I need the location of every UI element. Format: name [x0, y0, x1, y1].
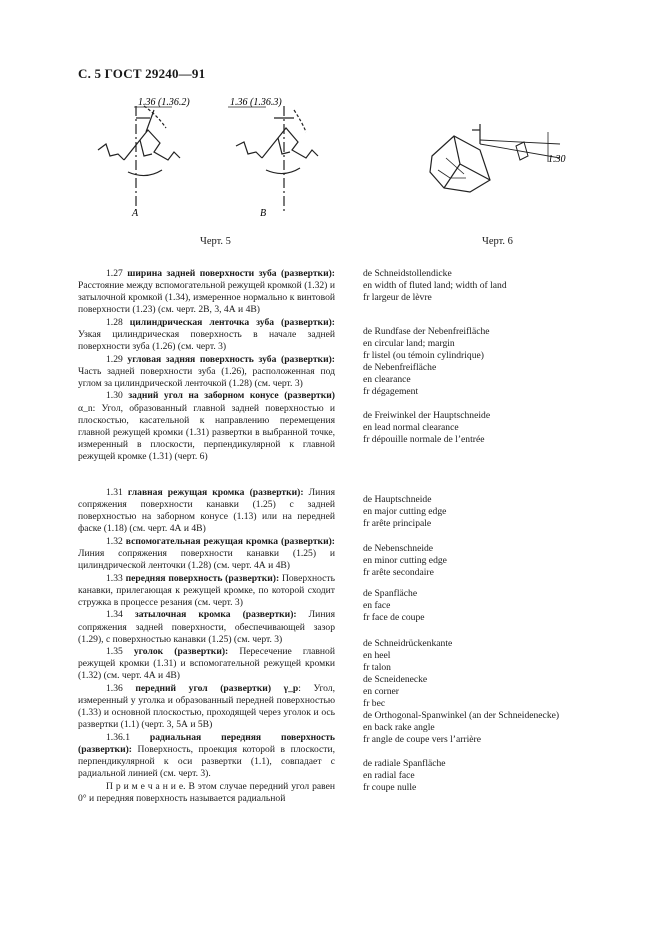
translations-1-35: de Scneidenecke en corner fr bec [363, 674, 428, 710]
page-header: С. 5 ГОСТ 29240—91 [78, 66, 206, 81]
entry-1-27: 1.27 ширина задней поверхности зуба (развертки): Расстояние между вспомогательной режущей кромкой (1.32) и затылочной кромкой (1.34), измеренное нормально к винтовой поверхности (1.23) (см. черт. 2В, 3, 4А и 4В) [78, 268, 335, 316]
translations-1-36-1: de radiale Spanfläche en radial face fr coupe nulle [363, 758, 446, 794]
entry-1-29: 1.29 угловая задняя поверхность зуба (развертки): Часть задней поверхности зуба (1.26), расположенная под углом за цилиндрической ленточкой (1.28) (см. черт. 3) [78, 353, 335, 389]
fig6-dimension-label: 1.30 [548, 154, 566, 165]
entry-1-31: 1.31 главная режущая кромка (развертки): Линия сопряжения поверхности канавки (1.25) с задней поверхностью на заборном конусе (1.13) или на передней фаске (1.18) (см. черт. 4А и 4В) [78, 487, 335, 535]
translations-1-31: de Hauptschneide en major cutting edge fr arête principale [363, 494, 447, 530]
figure-5-drawing [88, 88, 328, 226]
translations-1-34: de Schneidrückenkante en heel fr talon [363, 638, 453, 674]
translations-1-28: de Rundfase der Nebenfreifläche en circular land; margin fr listel (ou témoin cylindrique) [363, 326, 490, 362]
entry-1-30: 1.30 задний угол на заборном конусе (развертки) α_n: Угол, образованный главной задней поверхностью и плоскостью, касательной к направлению перемещения главной режущей кромки (1.31) развертки в выбранной точке, измеренный в плоскости, перпендикулярной к главной режущей кромке (1.31) (черт. 6) [78, 390, 335, 462]
figure-6-caption: Черт. 6 [482, 236, 513, 247]
fig5-label-right: 1.36 (1.36.3) [230, 97, 282, 108]
entry-1-36-1: 1.36.1 радиальная передняя поверхность (развертки): Поверхность, проекция которой в плоскости, перпендикулярной к оси развертки (1.1), совпадает с радиальной линией (см. черт. 3). [78, 731, 335, 780]
fig5-mark-b: B [260, 208, 267, 219]
entry-1-28: 1.28 цилиндрическая ленточка зуба (развертки): Узкая цилиндрическая поверхность в начале задней поверхности зуба (1.26) (см. черт. 3) [78, 316, 335, 353]
translations-1-32: de Nebenschneide en minor cutting edge fr arête secondaire [363, 543, 447, 579]
entry-1-32: 1.32 вспомогательная режущая кромка (развертки): Линия сопряжения поверхности канавки (1.25) и цилиндрической ленточки (1.28) (см. черт. 4А и 4В) [78, 535, 335, 572]
note: П р и м е ч а н и е. В этом случае передний угол равен 0° и передняя поверхность называется радиальной [78, 780, 335, 804]
definitions-column [78, 268, 335, 805]
fig5-label-left: 1.36 (1.36.2) [138, 97, 190, 108]
translations-1-36: de Orthogonal-Spanwinkel (an der Schneidenecke) en back rake angle fr angle de coupe vers l’arrière [363, 710, 560, 746]
figure-5-caption: Черт. 5 [200, 236, 231, 247]
translations-1-27: de Schneidstollendicke en width of fluted land; width of land fr largeur de lèvre [363, 268, 507, 304]
figure-6-drawing [420, 118, 580, 198]
entry-1-33: 1.33 передняя поверхность (развертки): Поверхность канавки, прилегающая к режущей кромке, по которой сходит стружка в процессе резания (см. черт. 3) [78, 572, 335, 608]
translations-1-29: de Nebenfreifläche en clearance fr dégagement [363, 362, 437, 398]
entry-1-35: 1.35 уголок (развертки): Пересечение главной режущей кромки (1.31) и вспомогательной режущей кромки (1.32) (см. черт. 4А и 4В) [78, 646, 335, 682]
translations-1-30: de Freiwinkel der Hauptschneide en lead normal clearance fr dépouille normale de l’entrée [363, 410, 491, 446]
entry-1-34: 1.34 затылочная кромка (развертки): Линия сопряжения задней поверхности, обеспечивающей зазор (1.29), с поверхностью канавки (1.25) (см. черт. 3) [78, 609, 335, 645]
entry-1-36: 1.36 передний угол (развертки) γ_p: Угол, измеренный у уголка и образованный передней поверхностью (1.33) и основной плоскостью, проходящей через уголок и ось развертки (1.1) (черт. 3, 5А и 5В) [78, 683, 335, 731]
translations-1-33: de Spanfläche en face fr face de coupe [363, 588, 425, 624]
fig5-mark-a: A [132, 208, 139, 219]
